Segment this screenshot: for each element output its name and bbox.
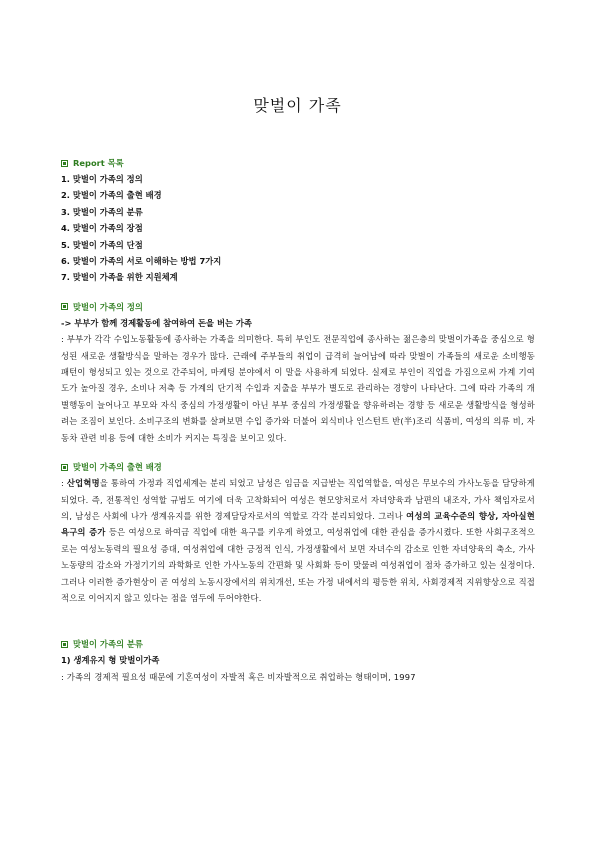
section-heading-label: 맞벌이 가족의 분류: [73, 639, 143, 650]
checkbox-icon: [61, 464, 68, 471]
section-subheading: -> 부부가 함께 경제활동에 참여하여 돈을 버는 가족: [61, 317, 252, 328]
bold-text: 여성의 교육수준의 향상, 자아실현 욕구의 증가: [61, 510, 535, 538]
section-body: : 가족의 경제적 필요성 때문에 기혼여성이 자발적 혹은 비자발적으로 취업하는 형태이며, 1997: [61, 671, 416, 682]
bold-text: 산업혁명: [66, 478, 100, 489]
toc-item-7: 7. 맞벌이 가족을 위한 지원체계: [61, 272, 178, 283]
toc-item-5: 5. 맞벌이 가족의 단점: [61, 239, 143, 250]
document-content: [61, 155, 535, 685]
toc-heading: [61, 155, 535, 171]
body-prefix: :: [61, 478, 67, 489]
toc-item-6: 6. 맞벌이 가족의 서로 이해하는 방법 7가지: [61, 256, 222, 267]
body-text: 등은 여성으로 하여금 직업에 대한 욕구를 키우게 하였고, 여성취업에 대한 관심을 증가시켰다. 또한 사회구조적으로는 여성노동력의 필요성 증대, 여성취업에 대한 긍정적 인식, 가정생활에서 보면 자녀수의 감소로 인한 자녀양육의 축소, 가사노동량의 감소와 가정기기의 과학화로 인한 가사노동의 간편화 및 사회화 등이 맞물려 여성취업이 점차 증가하고 있는 실정이다. 그러나 이러한 증가현상이 곧 여성의 노동시장에서의 위치개선, 또는 가정 내에서의 평등한 위치, 사회경제적 지위향상으로 직접적으로 이어지지 않고 있다는 점을 염두에 두어야한다.: [61, 527, 535, 603]
checkbox-icon: [61, 160, 68, 167]
section-heading-definition: [61, 299, 535, 315]
section-body: [61, 475, 535, 606]
checkbox-icon: [61, 303, 68, 310]
toc-item-3: 3. 맞벌이 가족의 분류: [61, 206, 143, 217]
toc-item-2: 2. 맞벌이 가족의 출현 배경: [61, 190, 162, 201]
section-body: : 부부가 각각 수입노동활동에 종사하는 가족을 의미한다. 특히 부인도 전문직업에 종사하는 젊은층의 맞벌이가족을 중심으로 형성된 새로운 생활방식을 말하는 경우가 많다. 근래에 주부들의 취업이 급격히 늘어남에 따라 맞벌이 가족들의 새로운 소비행동 패턴이 형성되고 있는 것으로 간주되어, 마케팅 분야에서 이 말을 사용하게 되었다. 실제로 부인이 직업을 가짐으로써 가계 기여도가 높아질 경우, 소비나 저축 등 가계의 단기적 수입과 지출을 부부가 별도로 관리하는 경향이 나타난다. 그에 따라 가족의 개별행동이 늘어나고 부모와 자식 중심의 가정생활이 아닌 부부 중심의 가정생활을 향유하려는 경향 등 새로운 생활방식을 형성하려는 조짐이 보인다. 소비구조의 변화를 살펴보면 수입 증가와 더불어 외식비나 인스턴트 반(半)조리 식품비, 여성의 의류 비, 자동차 관련 비용 등에 대한 소비가 커지는 특징을 보이고 있다.: [61, 334, 535, 443]
section-heading-label: 맞벌이 가족의 출현 배경: [73, 462, 162, 473]
section-heading-label: 맞벌이 가족의 정의: [73, 301, 143, 312]
section-subheading: 1) 생계유지 형 맞벌이가족: [61, 655, 160, 666]
body-text: 을 통하여 가정과 직업세계는 분리 되었고 남성은 임금을 지급받는 직업역할을, 여성은 무보수의 가사노동을 담당하게 되었다. 즉, 전통적인 성역할 규범도 여기에 더욱 고착화되어 여성은 현모양처로서 자녀양육과 남편의 내조자, 가사 책임자로서의, 남성은 사회에 나가 생계유지를 위한 경제담당자로서의 역할로 각각 분리되었다. 그러나: [61, 478, 535, 521]
toc-item-4: 4. 맞벌이 가족의 장점: [61, 223, 143, 234]
document-title: 맞벌이 가족: [253, 96, 342, 115]
section-heading-background: [61, 459, 535, 475]
checkbox-icon: [61, 641, 68, 648]
toc-item-1: 1. 맞벌이 가족의 정의: [61, 174, 143, 184]
section-heading-classification: [61, 636, 535, 652]
toc-heading-label: Report 목록: [73, 158, 124, 168]
